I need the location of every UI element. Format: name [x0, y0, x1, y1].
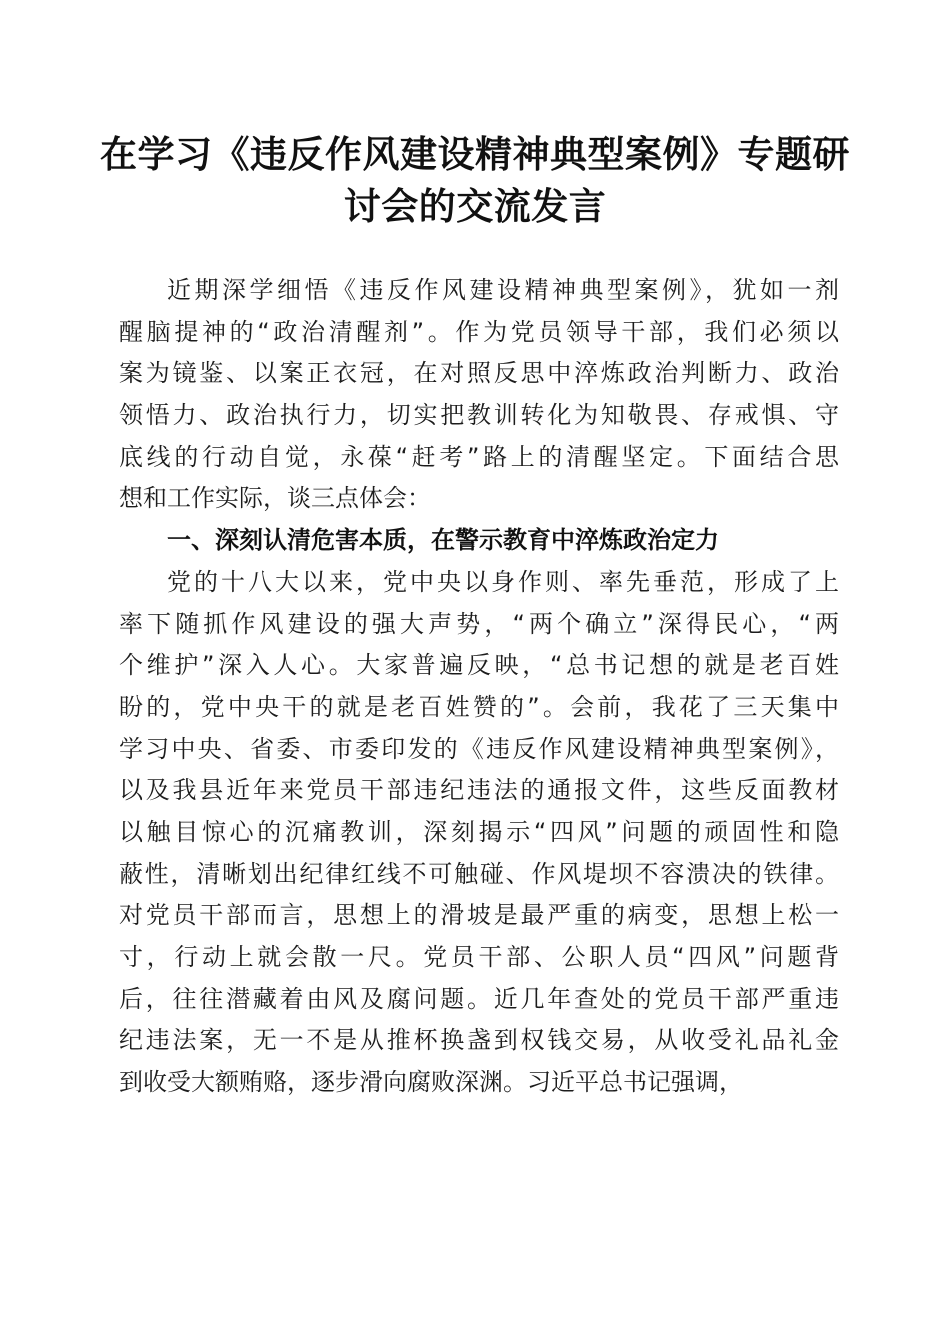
text-line: 以触目惊心的沉痛教训，深刻揭示“四风”问题的顽固性和隐 — [119, 817, 839, 846]
text-line: 醒脑提神的“政治清醒剂”。作为党员领导干部，我们必须以 — [119, 317, 839, 346]
section-1-paragraph — [119, 562, 839, 1104]
text-line: 盼的，党中央干的就是老百姓赞的”。会前，我花了三天集中 — [119, 692, 839, 721]
text-line: 后，往往潜藏着由风及腐问题。近几年查处的党员干部严重违 — [119, 984, 839, 1013]
section-heading-1: 一、深刻认清危害本质，在警示教育中淬炼政治定力 — [167, 526, 719, 555]
text-line: 学习中央、省委、市委印发的《违反作风建设精神典型案例》， — [119, 734, 839, 763]
text-line: 党的十八大以来，党中央以身作则、率先垂范，形成了上 — [167, 567, 839, 596]
text-line: 纪违法案，无一不是从推杯换盏到权钱交易，从收受礼品礼金 — [119, 1026, 839, 1055]
text-line: 寸，行动上就会散一尺。党员干部、公职人员“四风”问题背 — [119, 943, 839, 971]
title-line-2: 讨会的交流发言 — [343, 184, 607, 228]
text-line: 蔽性，清晰划出纪律红线不可触碰、作风堤坝不容溃决的铁律。 — [119, 859, 839, 888]
text-line: 到收受大额贿赂，逐步滑向腐败深渊。习近平总书记强调， — [119, 1068, 743, 1097]
text-line: 领悟力、政治执行力，切实把教训转化为知敬畏、存戒惧、守 — [119, 401, 839, 430]
title-line-1: 在学习《违反作风建设精神典型案例》专题研 — [100, 132, 850, 176]
text-line: 以及我县近年来党员干部违纪违法的通报文件，这些反面教材 — [119, 776, 839, 805]
text-line: 个维护”深入人心。大家普遍反映，“总书记想的就是老百姓 — [119, 651, 839, 680]
text-line: 案为镜鉴、以案正衣冠，在对照反思中淬炼政治判断力、政治 — [119, 359, 839, 388]
text-line: 近期深学细悟《违反作风建设精神典型案例》，犹如一剂 — [167, 276, 839, 304]
text-line: 想和工作实际，谈三点体会： — [119, 484, 431, 513]
document-body — [119, 270, 839, 1104]
intro-paragraph — [119, 270, 839, 520]
text-line: 底线的行动自觉，永葆“赶考”路上的清醒坚定。下面结合思 — [119, 442, 839, 471]
text-line: 对党员干部而言，思想上的滑坡是最严重的病变，思想上松一 — [119, 901, 839, 930]
text-line: 率下随抓作风建设的强大声势，“两个确立”深得民心，“两 — [119, 609, 839, 638]
document-title — [100, 128, 850, 232]
